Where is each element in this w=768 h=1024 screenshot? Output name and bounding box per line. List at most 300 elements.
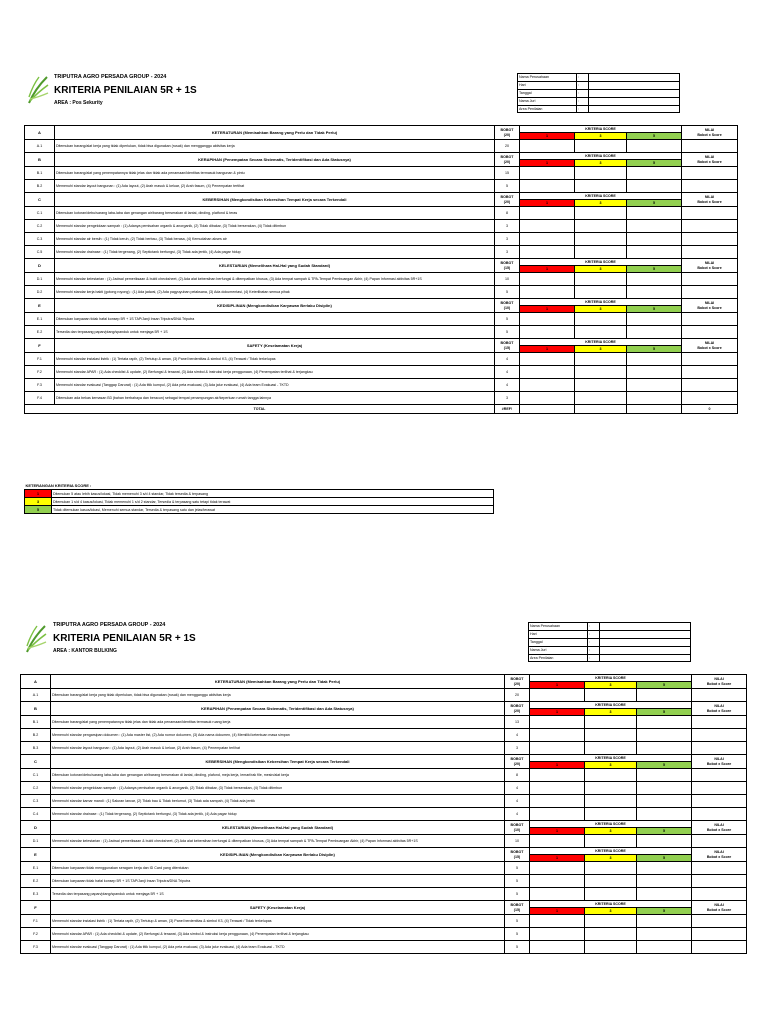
score-1-input[interactable] xyxy=(520,207,575,220)
info-colon: : xyxy=(588,630,600,638)
score-1-input[interactable] xyxy=(530,808,585,821)
info-label: Nama Juri xyxy=(529,646,588,654)
score-3-input[interactable] xyxy=(585,875,637,888)
nilai-cell xyxy=(682,233,738,246)
score-1-input[interactable] xyxy=(530,795,585,808)
nilai-header xyxy=(692,901,747,915)
kriteria-score-header: KRITERIA SCORE xyxy=(520,299,682,306)
kriteria-score-header: KRITERIA SCORE xyxy=(520,126,682,133)
score-3-input[interactable] xyxy=(585,769,637,782)
score-5-input[interactable] xyxy=(637,915,692,928)
criteria-row xyxy=(21,716,747,729)
score-1-input[interactable] xyxy=(530,769,585,782)
kriteria-score-header: KRITERIA SCORE xyxy=(530,901,692,908)
total-label: TOTAL xyxy=(25,405,495,414)
criteria-row xyxy=(21,769,747,782)
section-header-C xyxy=(21,755,747,762)
nilai-header xyxy=(682,153,738,167)
criteria-weight: 20 xyxy=(495,140,520,153)
bobot-cell xyxy=(495,299,520,313)
score-3-cell: 3 xyxy=(575,160,627,167)
criteria-weight: 10 xyxy=(495,273,520,286)
nilai-sub: Bobot x Score xyxy=(697,159,722,164)
nilai-cell xyxy=(692,915,747,928)
score-5-input[interactable] xyxy=(627,273,682,286)
score-3-input[interactable] xyxy=(575,326,627,339)
criteria-row xyxy=(21,875,747,888)
score-1-input[interactable] xyxy=(520,140,575,153)
criteria-text: Memenuhi standar kelestarian : (1) Jadwal pemeriksaan & bukti checksheet, (2) Ada alat kebersihan berfungsi & ditempatkan khusus, (3) Ada tempat sampah & TPA-Tempat Pembuangan Akhir, (4) Papan Informasi aktivitas 5R+1S xyxy=(55,273,495,286)
nilai-sub: Bobot x Score xyxy=(706,854,732,859)
bobot-cell xyxy=(505,821,530,835)
score-3-input[interactable] xyxy=(575,366,627,379)
section-header-E xyxy=(21,848,747,855)
score-3-cell: 3 xyxy=(575,306,627,313)
nilai-label: NILAI xyxy=(704,195,715,200)
criteria-id: B.2 xyxy=(21,729,51,742)
nilai-cell xyxy=(692,835,747,848)
info-label: Area Penilaian xyxy=(518,105,577,113)
nilai-label: NILAI xyxy=(704,155,715,160)
score-3-input[interactable] xyxy=(585,928,637,941)
info-body xyxy=(529,623,691,662)
criteria-weight: 5 xyxy=(495,286,520,299)
score-5-input[interactable] xyxy=(637,782,692,795)
section-name: KEDISIPLINAN (Mengkondisikan Karyawan Berlaku Disiplin) xyxy=(51,848,505,862)
nilai-cell xyxy=(682,220,738,233)
bobot-label: BOBOT xyxy=(510,903,524,908)
score-3-input[interactable] xyxy=(585,782,637,795)
info-colon: : xyxy=(588,654,600,662)
criteria-row xyxy=(21,888,747,901)
kriteria-score-header: KRITERIA SCORE xyxy=(520,153,682,160)
criteria-weight: 15 xyxy=(495,167,520,180)
criteria-weight: 20 xyxy=(505,689,530,702)
score-3-input[interactable] xyxy=(575,286,627,299)
nilai-header xyxy=(682,339,738,353)
score-1-input[interactable] xyxy=(520,180,575,193)
score-5-input[interactable] xyxy=(637,808,692,821)
section-id: A xyxy=(25,126,55,140)
legend-table xyxy=(24,482,494,514)
criteria-id: C.5 xyxy=(25,246,55,259)
section-id: B xyxy=(21,702,51,716)
criteria-row xyxy=(25,140,738,153)
score-1-input[interactable] xyxy=(530,742,585,755)
score-3-cell: 3 xyxy=(585,682,637,689)
criteria-id: B.2 xyxy=(25,180,55,193)
score-5-input[interactable] xyxy=(637,941,692,954)
score-5-input[interactable] xyxy=(627,392,682,405)
criteria-weight: 10 xyxy=(505,835,530,848)
info-table xyxy=(528,622,691,662)
score-1-input[interactable] xyxy=(530,928,585,941)
criteria-table xyxy=(24,125,738,414)
legend-score: 1 xyxy=(25,490,52,498)
criteria-row xyxy=(21,835,747,848)
criteria-text: Memenuhi standar APAR : (1) Ada checklist & update, (2) Berfungsi & terawat, (3) Ada simbol & instruksi kerja penggunaan, (4) Penempatan terlihat & terjangkau xyxy=(51,928,505,941)
score-1-input[interactable] xyxy=(520,326,575,339)
criteria-weight: 5 xyxy=(505,862,530,875)
score-5-input[interactable] xyxy=(637,928,692,941)
nilai-cell xyxy=(692,928,747,941)
info-colon: : xyxy=(588,623,600,631)
score-3-input[interactable] xyxy=(575,392,627,405)
legend-score: 3 xyxy=(25,498,52,506)
score-3-input[interactable] xyxy=(575,167,627,180)
score-1-input[interactable] xyxy=(530,862,585,875)
section-id: D xyxy=(21,821,51,835)
info-value xyxy=(589,97,680,105)
section-id: D xyxy=(25,259,55,273)
score-5-input[interactable] xyxy=(627,246,682,259)
score-3-input[interactable] xyxy=(585,795,637,808)
score-3-input[interactable] xyxy=(585,808,637,821)
nilai-sub: Bobot x Score xyxy=(706,907,732,912)
criteria-id: E.2 xyxy=(25,326,55,339)
score-3-input[interactable] xyxy=(575,273,627,286)
nilai-cell xyxy=(682,273,738,286)
section-header-A xyxy=(21,675,747,682)
score-5-input[interactable] xyxy=(627,326,682,339)
section-header-A xyxy=(25,126,738,133)
score-5-input[interactable] xyxy=(637,862,692,875)
section-header-C xyxy=(25,193,738,200)
info-row xyxy=(518,74,680,82)
score-5-input[interactable] xyxy=(637,689,692,702)
kriteria-score-header: KRITERIA SCORE xyxy=(520,193,682,200)
score-1-cell: 1 xyxy=(530,709,585,716)
score-1-input[interactable] xyxy=(530,875,585,888)
area-label: AREA : Pos Sekurity xyxy=(54,100,103,106)
criteria-weight: 5 xyxy=(495,180,520,193)
score-3-input[interactable] xyxy=(585,835,637,848)
criteria-id: B.1 xyxy=(21,716,51,729)
score-3-input[interactable] xyxy=(585,729,637,742)
criteria-id: F.3 xyxy=(25,379,55,392)
nilai-cell xyxy=(682,392,738,405)
criteria-id: C.3 xyxy=(21,795,51,808)
criteria-id: F.4 xyxy=(25,392,55,405)
criteria-text: Ditemukan barang/alat yang penempatannya tidak jelas dan tidak ada penamaan/identitas termasuk ruang kerja xyxy=(51,716,505,729)
nilai-cell xyxy=(682,246,738,259)
info-colon: : xyxy=(577,89,589,97)
nilai-sub: Bobot x Score xyxy=(706,708,732,713)
score-1-input[interactable] xyxy=(520,392,575,405)
score-5-input[interactable] xyxy=(627,167,682,180)
nilai-cell xyxy=(692,941,747,954)
nilai-sub: Bobot x Score xyxy=(697,305,722,310)
score-5-input[interactable] xyxy=(627,353,682,366)
criteria-text: Ditemukan kotoran/debu/sarang laba-laba dan genangan air/barang berserakan di lantai, dinding, plafond, meja kerja, lemari/rak file, mesin/alat kerja xyxy=(51,769,505,782)
bobot-label: BOBOT xyxy=(510,823,524,828)
criteria-weight: 5 xyxy=(495,313,520,326)
criteria-text: Ditemukan karyawan tidak menggunakan seragam kerja dan ID Card yang ditentukan xyxy=(51,862,505,875)
criteria-weight: 4 xyxy=(505,795,530,808)
sheet-kantor-bulking xyxy=(20,620,746,1024)
score-1-input[interactable] xyxy=(530,835,585,848)
score-5-input[interactable] xyxy=(627,220,682,233)
nilai-cell xyxy=(682,180,738,193)
score-5-input[interactable] xyxy=(627,180,682,193)
company-name: TRIPUTRA AGRO PERSADA GROUP - 2024 xyxy=(53,622,166,628)
kriteria-score-header: KRITERIA SCORE xyxy=(520,339,682,346)
score-3-input[interactable] xyxy=(585,862,637,875)
bobot-value: (20) xyxy=(513,681,521,686)
score-1-input[interactable] xyxy=(520,379,575,392)
bobot-label: BOBOT xyxy=(510,704,524,709)
info-row xyxy=(529,646,691,654)
info-row xyxy=(518,81,680,89)
criteria-row xyxy=(21,941,747,954)
score-3-input[interactable] xyxy=(575,353,627,366)
score-1-input[interactable] xyxy=(530,915,585,928)
score-3-input[interactable] xyxy=(575,220,627,233)
bobot-label: BOBOT xyxy=(510,850,524,855)
score-3-input[interactable] xyxy=(575,313,627,326)
score-1-input[interactable] xyxy=(520,286,575,299)
score-5-input[interactable] xyxy=(627,379,682,392)
score-3-input[interactable] xyxy=(585,888,637,901)
score-1-input[interactable] xyxy=(520,366,575,379)
info-colon: : xyxy=(577,81,589,89)
nilai-sub: Bobot x Score xyxy=(697,132,722,137)
score-3-input[interactable] xyxy=(585,689,637,702)
criteria-weight: 13 xyxy=(505,716,530,729)
criteria-row xyxy=(25,273,738,286)
score-1-input[interactable] xyxy=(520,353,575,366)
score-3-input[interactable] xyxy=(575,246,627,259)
legend-row xyxy=(25,490,494,498)
area-label: AREA : KANTOR BULKING xyxy=(53,648,117,654)
criteria-id: C.3 xyxy=(25,233,55,246)
criteria-body xyxy=(21,675,747,954)
info-value xyxy=(589,105,680,113)
score-1-input[interactable] xyxy=(520,246,575,259)
score-5-input[interactable] xyxy=(627,313,682,326)
nilai-cell xyxy=(692,689,747,702)
info-value xyxy=(589,89,680,97)
nilai-cell xyxy=(682,353,738,366)
legend-text: Ditemukan 1 s/d 4 kasus/lokasi, Tidak memenuhi 1 s/d 2 standar, Tersedia & terpasang satu tetapi tidak terawat xyxy=(52,498,494,506)
score-1-cell: 1 xyxy=(530,908,585,915)
criteria-row xyxy=(25,353,738,366)
score-3-input[interactable] xyxy=(575,207,627,220)
score-3-cell: 3 xyxy=(575,200,627,207)
score-5-input[interactable] xyxy=(627,140,682,153)
nilai-header xyxy=(692,848,747,862)
score-3-cell: 3 xyxy=(585,828,637,835)
bobot-cell xyxy=(505,675,530,689)
info-body xyxy=(518,74,680,113)
bobot-cell xyxy=(505,702,530,716)
score-1-input[interactable] xyxy=(530,782,585,795)
kriteria-score-header: KRITERIA SCORE xyxy=(530,821,692,828)
nilai-cell xyxy=(682,366,738,379)
nilai-header xyxy=(692,821,747,835)
criteria-row xyxy=(25,180,738,193)
bobot-value: (15) xyxy=(513,907,521,912)
score-5-cell: 5 xyxy=(627,160,682,167)
bobot-cell xyxy=(495,339,520,353)
info-colon: : xyxy=(577,97,589,105)
legend-body xyxy=(25,482,494,514)
score-3-cell: 3 xyxy=(585,908,637,915)
score-3-input[interactable] xyxy=(585,941,637,954)
nilai-header xyxy=(682,126,738,140)
criteria-text: Ditemukan karyawan tidak hafal konsep 5R + 1S TAP/Janji Insan Triputra/DNA Triputra xyxy=(51,875,505,888)
criteria-row xyxy=(25,207,738,220)
score-5-cell: 5 xyxy=(627,306,682,313)
legend-text: Tidak ditemukan kasus/lokasi, Memenuhi semua standar, Tersedia & terpasang satu dan jelas/terawat xyxy=(52,506,494,514)
score-1-input[interactable] xyxy=(530,729,585,742)
score-1-cell: 1 xyxy=(520,133,575,140)
criteria-text: Memenuhi standar kerja bakti (gotong royong) : (1) Ada jadwal, (2) Ada pagyuyuban pelaksana, (3) Ada dokumentasi, (4) Keterlibatan semua pihak xyxy=(55,286,495,299)
section-header-D xyxy=(21,821,747,828)
score-5-cell: 5 xyxy=(637,762,692,769)
kriteria-score-header: KRITERIA SCORE xyxy=(530,702,692,709)
score-3-input[interactable] xyxy=(575,180,627,193)
criteria-id: F.3 xyxy=(21,941,51,954)
criteria-body xyxy=(25,126,738,414)
section-id: C xyxy=(21,755,51,769)
criteria-id: D.2 xyxy=(25,286,55,299)
criteria-row xyxy=(25,326,738,339)
score-3-input[interactable] xyxy=(585,742,637,755)
score-5-input[interactable] xyxy=(627,366,682,379)
score-1-input[interactable] xyxy=(520,313,575,326)
criteria-text: Memenuhi standar instalasi listrik : (1) Tertata rapih, (2) Tertutup & aman, (3) Panel berdentitas & simbol K3, (4) Terawat / Tidak terkelupas xyxy=(55,353,495,366)
score-5-cell: 5 xyxy=(637,855,692,862)
bobot-value: (10) xyxy=(503,305,511,310)
bobot-value: (20) xyxy=(503,159,511,164)
score-3-input[interactable] xyxy=(585,716,637,729)
nilai-cell xyxy=(682,326,738,339)
info-colon: : xyxy=(588,646,600,654)
criteria-row xyxy=(21,742,747,755)
nilai-label: NILAI xyxy=(714,823,724,828)
score-1-input[interactable] xyxy=(520,233,575,246)
criteria-weight: 8 xyxy=(505,769,530,782)
criteria-text: Memenuhi standar layout bangunan : (1) Ada layout, (2) Arah masuk & keluar, (2) Arah fasum, (4) Penempatan tertihat xyxy=(55,180,495,193)
score-5-input[interactable] xyxy=(637,729,692,742)
bobot-cell xyxy=(495,193,520,207)
criteria-weight: 4 xyxy=(505,808,530,821)
criteria-row xyxy=(25,286,738,299)
criteria-weight: 4 xyxy=(495,379,520,392)
score-1-input[interactable] xyxy=(530,716,585,729)
bobot-value: (15) xyxy=(503,265,511,270)
score-5-input[interactable] xyxy=(637,742,692,755)
criteria-text: Memenuhi standar evakuasi (Tanggap Darurat) : (1) Ada titik kumpul, (2) Ada peta evakuasi, (3) Ada jalur evakuasi, (4) Ada team Evakuasi - TKTD xyxy=(51,941,505,954)
score-5-input[interactable] xyxy=(637,795,692,808)
score-5-input[interactable] xyxy=(637,888,692,901)
bobot-value: (20) xyxy=(513,708,521,713)
info-row xyxy=(518,105,680,113)
score-3-cell: 3 xyxy=(575,346,627,353)
score-1-input[interactable] xyxy=(530,888,585,901)
criteria-row xyxy=(21,915,747,928)
nilai-label: NILAI xyxy=(714,850,724,855)
legend-text: Ditemukan 5 atau lebih kasus/lokasi, Tidak memenuhi 3 s/d 4 standar, Tidak tersedia & terpasang xyxy=(52,490,494,498)
section-header-B xyxy=(25,153,738,160)
score-3-input[interactable] xyxy=(575,233,627,246)
criteria-row xyxy=(25,233,738,246)
score-1-input[interactable] xyxy=(530,689,585,702)
nilai-label: NILAI xyxy=(704,341,715,346)
nilai-cell xyxy=(692,888,747,901)
criteria-row xyxy=(25,167,738,180)
legend-title-row xyxy=(25,482,494,490)
score-3-input[interactable] xyxy=(585,915,637,928)
score-1-input[interactable] xyxy=(520,167,575,180)
score-5-cell: 5 xyxy=(627,200,682,207)
criteria-row xyxy=(21,808,747,821)
bobot-cell xyxy=(495,259,520,273)
criteria-weight: 3 xyxy=(495,233,520,246)
criteria-weight: 5 xyxy=(505,915,530,928)
criteria-text: Memenuhi standar pengarsipan dokumen : (1) Ada master list, (2) Ada nomor dokumen, (3) Ada nama dokumen, (4) Memiliki ketentuan masa simpan xyxy=(51,729,505,742)
criteria-id: A.1 xyxy=(21,689,51,702)
section-header-F xyxy=(21,901,747,908)
score-5-cell: 5 xyxy=(637,709,692,716)
legend-row xyxy=(25,498,494,506)
score-1-cell: 1 xyxy=(520,346,575,353)
score-5-input[interactable] xyxy=(637,835,692,848)
score-3-input[interactable] xyxy=(575,379,627,392)
total-score-5 xyxy=(627,405,682,414)
criteria-id: F.2 xyxy=(25,366,55,379)
score-1-input[interactable] xyxy=(520,220,575,233)
criteria-weight: 5 xyxy=(505,875,530,888)
info-value xyxy=(589,81,680,89)
score-5-input[interactable] xyxy=(637,875,692,888)
section-name: KEBERSIHAN (Mengkondisikan Kebersihan Tempat Kerja secara Terkendali xyxy=(55,193,495,207)
info-label: Tanggal xyxy=(518,89,577,97)
score-3-input[interactable] xyxy=(575,140,627,153)
score-1-cell: 1 xyxy=(530,762,585,769)
total-nilai: 0 xyxy=(682,405,738,414)
score-1-cell: 1 xyxy=(520,160,575,167)
bobot-cell xyxy=(505,901,530,915)
score-1-input[interactable] xyxy=(520,273,575,286)
score-5-input[interactable] xyxy=(627,286,682,299)
criteria-text: Memenuhi standar pengelolaan sampah : (1) Adanya pemisahan organik & anorganik, (2) Tidak dibakar, (3) Tidak berserakan, (4) Tidak ditimbun xyxy=(51,782,505,795)
nilai-cell xyxy=(682,286,738,299)
criteria-weight: 3 xyxy=(495,220,520,233)
criteria-row xyxy=(25,313,738,326)
criteria-text: Memenuhi standar APAR : (1) Ada checklist & update, (2) Berfungsi & terawat, (3) Ada simbol & instruksi kerja penggunaan, (4) Penempatan terlihat & terjangkau xyxy=(55,366,495,379)
nilai-cell xyxy=(692,808,747,821)
score-5-input[interactable] xyxy=(637,716,692,729)
score-5-input[interactable] xyxy=(637,769,692,782)
nilai-cell xyxy=(692,795,747,808)
info-colon: : xyxy=(577,74,589,82)
score-5-input[interactable] xyxy=(627,207,682,220)
score-5-input[interactable] xyxy=(627,233,682,246)
score-1-input[interactable] xyxy=(530,941,585,954)
criteria-row xyxy=(21,782,747,795)
info-row xyxy=(518,97,680,105)
criteria-row xyxy=(21,795,747,808)
criteria-weight: 4 xyxy=(495,353,520,366)
nilai-cell xyxy=(682,379,738,392)
info-label: Nama Perusahaan xyxy=(518,74,577,82)
bobot-label: BOBOT xyxy=(510,757,524,762)
criteria-text: Memenuhi standar air bersih : (1) Tidak keruh, (2) Tidak berbau, (3) Tidak berasa, (4) Kemudahan akses air xyxy=(55,233,495,246)
score-5-cell: 5 xyxy=(627,346,682,353)
total-row xyxy=(25,405,738,414)
